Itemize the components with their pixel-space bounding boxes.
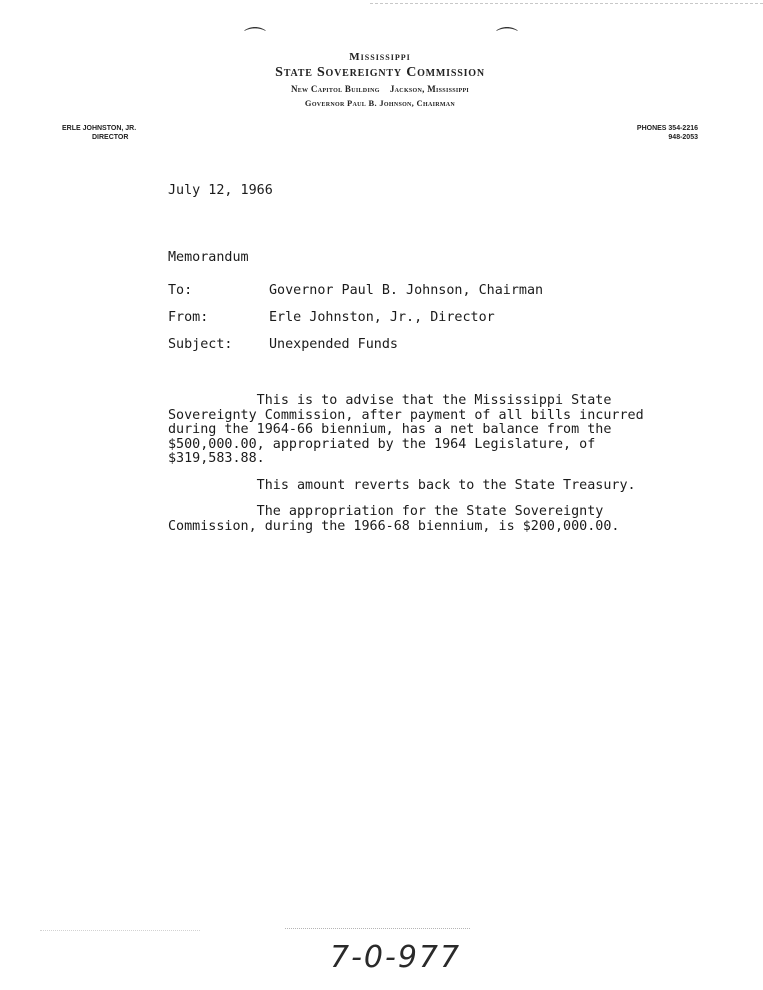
phone-line-2: 948-2053: [668, 134, 698, 141]
phone-line-1: PHONES 354-2216: [636, 125, 698, 132]
from-value: Erle Johnston, Jr., Director: [269, 310, 495, 325]
letterhead-state: Mississippi: [349, 51, 411, 63]
memo-date: July 12, 1966: [168, 183, 273, 198]
to-label: To:: [168, 283, 193, 298]
subject-label: Subject:: [168, 337, 233, 352]
scan-noise-line: [285, 928, 470, 929]
body-paragraph-2: This amount reverts back to the State Treasury.: [168, 478, 636, 493]
letterhead-address: New Capitol Building Jackson, Mississippi: [290, 84, 470, 94]
memo-type: Memorandum: [168, 250, 249, 265]
staple-mark-right: ⌒: [496, 27, 519, 52]
letterhead-commission: State Sovereignty Commission: [275, 65, 485, 80]
letterhead: [230, 50, 530, 110]
director-block: [62, 124, 136, 142]
body-paragraph-3: The appropriation for the State Sovereignty Commission, during the 1966-68 biennium, is $200,000.00.: [168, 504, 620, 534]
staple-mark-left: ⌒: [244, 27, 267, 52]
handwritten-file-number: 7-0-977: [330, 940, 462, 975]
body-paragraph-1: This is to advise that the Mississippi State Sovereignty Commission, after payment of all bills incurred during the 1964-66 biennium, has a net balance from the $500,000.00, appropriated by the 1964 Legislature, of $319,583.88.: [168, 393, 644, 466]
scan-noise-line: [40, 930, 200, 931]
scan-edge-line: [370, 3, 763, 4]
director-name: ERLE JOHNSTON, JR.: [62, 125, 137, 132]
to-value: Governor Paul B. Johnson, Chairman: [269, 283, 544, 298]
letterhead-governor: Governor Paul B. Johnson, Chairman: [304, 98, 456, 108]
phone-block: [637, 124, 698, 142]
subject-value: Unexpended Funds: [269, 337, 398, 352]
from-label: From:: [168, 310, 209, 325]
director-title: DIRECTOR: [92, 134, 129, 141]
